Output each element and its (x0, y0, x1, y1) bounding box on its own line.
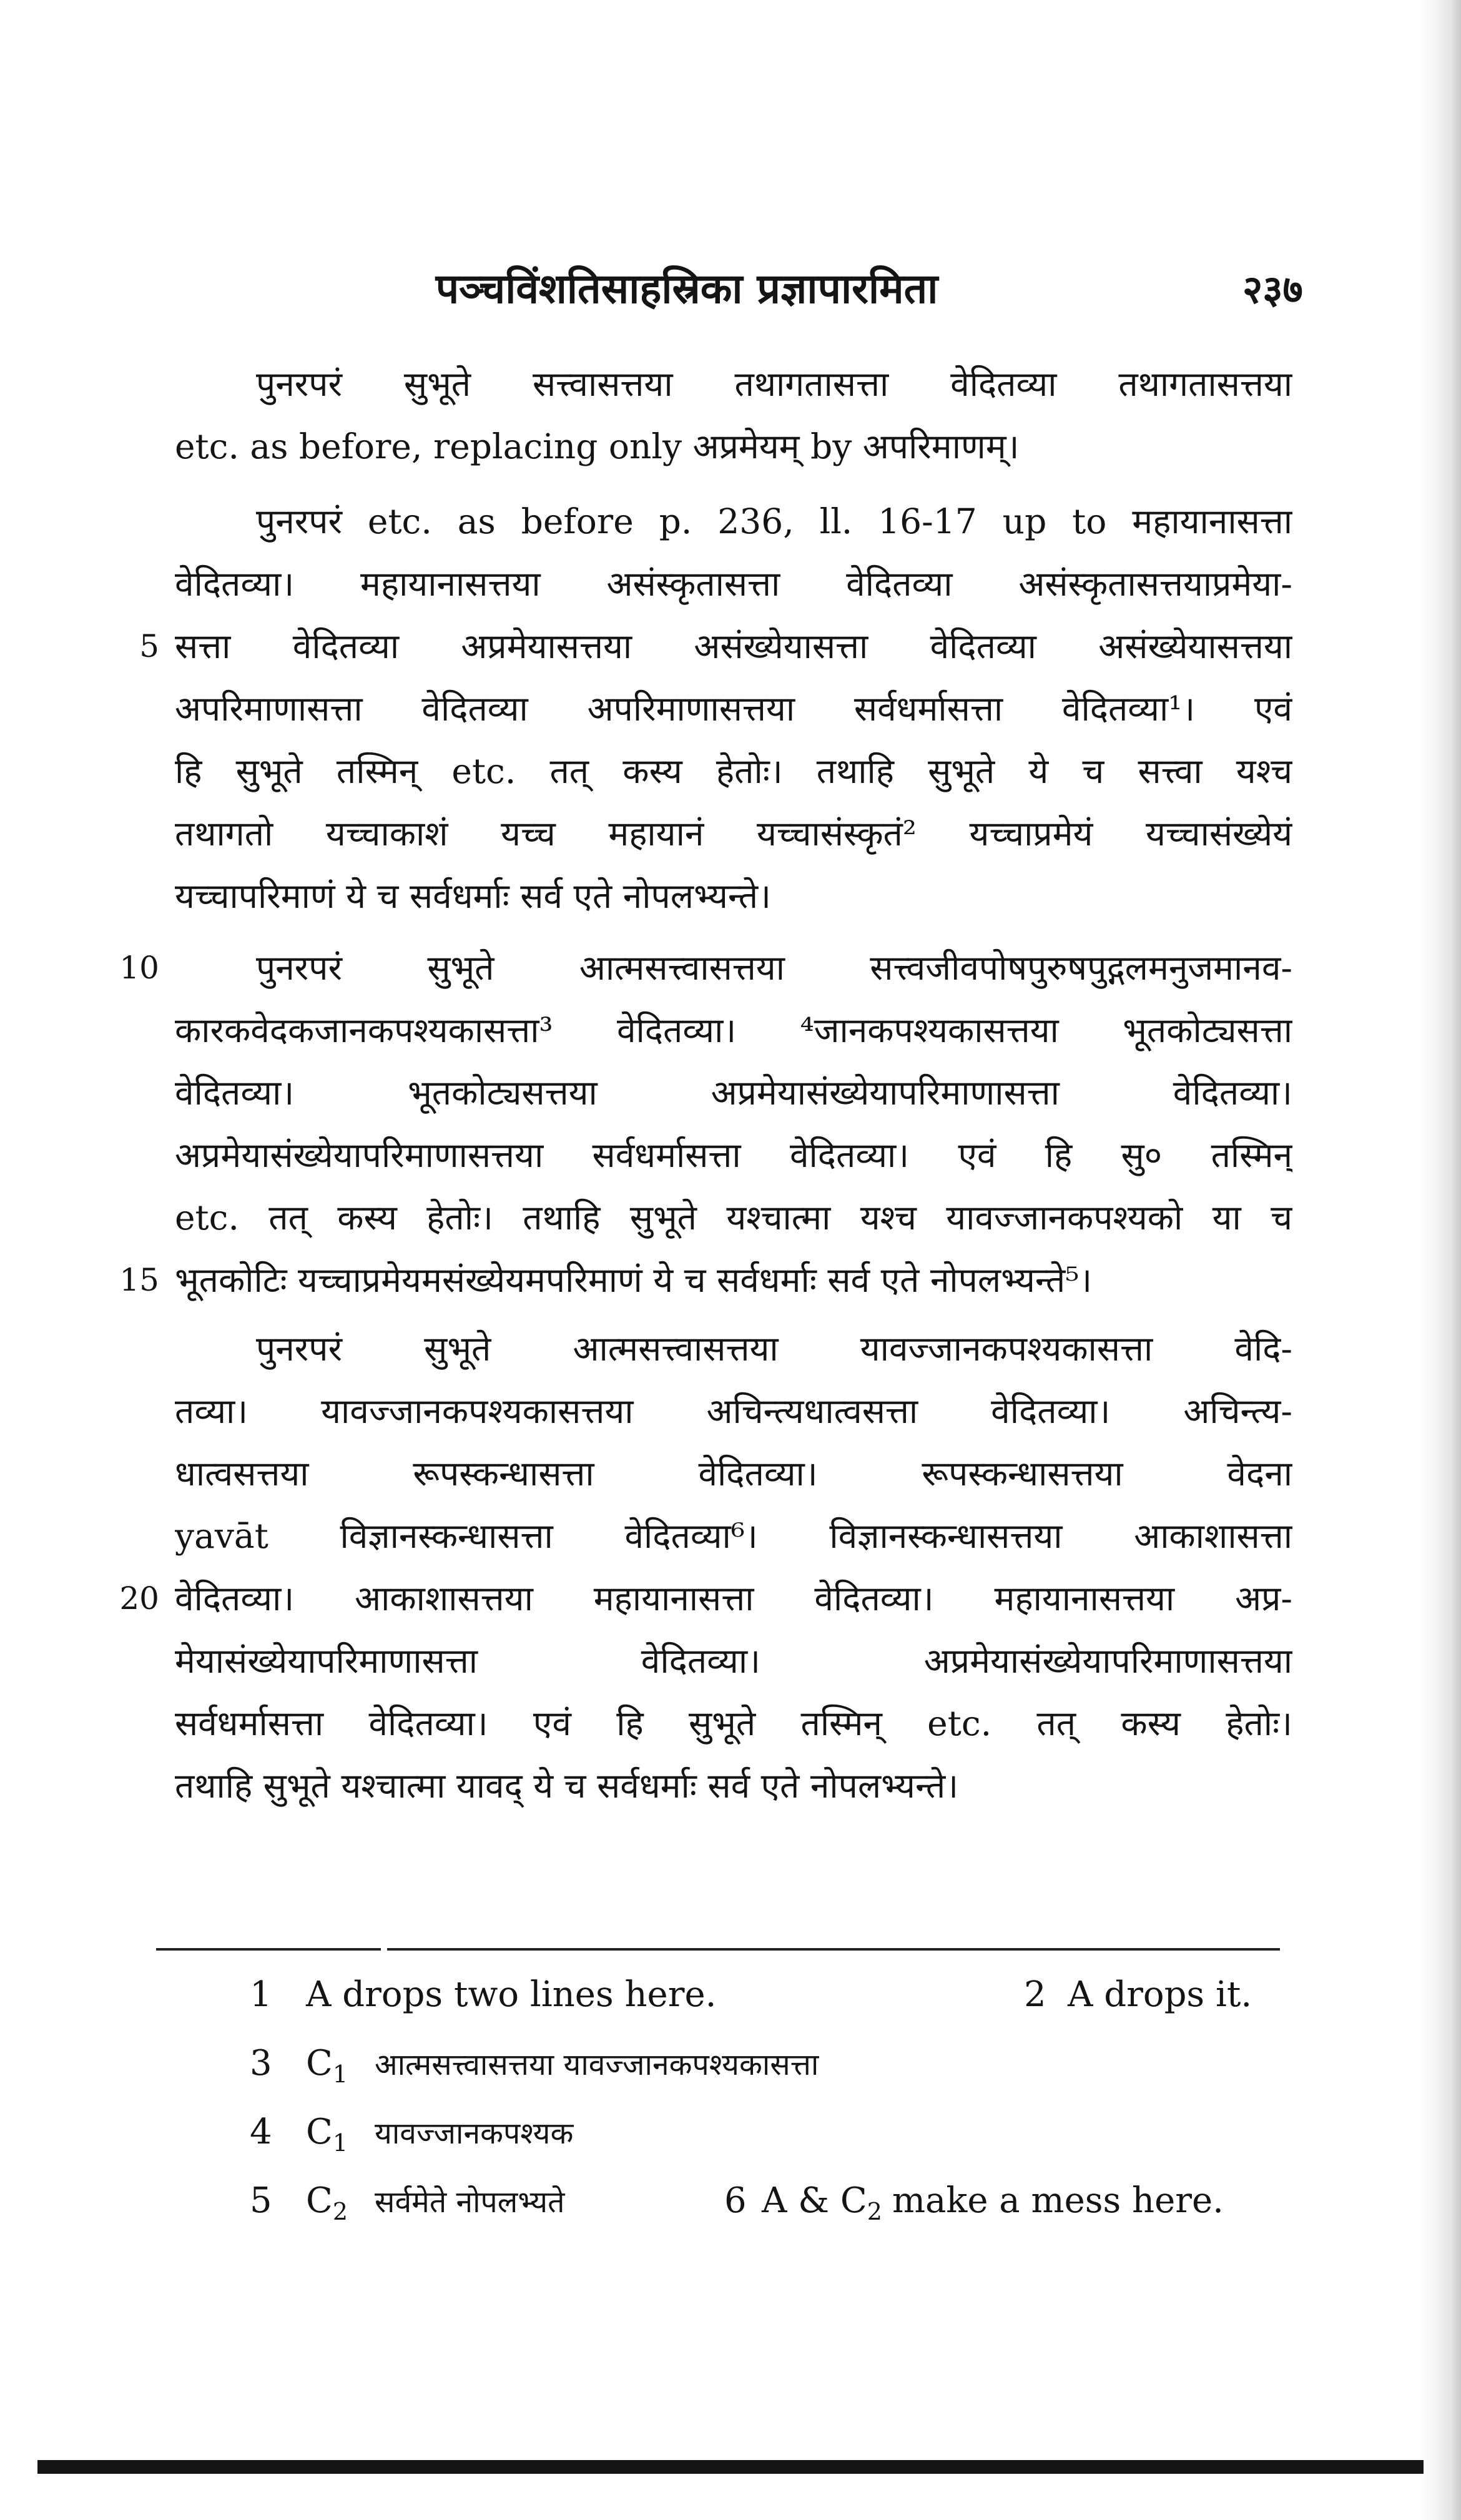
text-line: कारकवेदकजानकपश्यकासत्ता³ वेदितव्या। ⁴जानकपश्यकासत्तया भूतकोट्यसत्ता (175, 1010, 1292, 1050)
text-line: सत्ता वेदितव्या अप्रमेयासत्तया असंख्येयासत्ता वेदितव्या असंख्येयासत्तया (175, 626, 1292, 666)
footnote-text: सर्वमेते नोपलभ्यते (375, 2185, 565, 2220)
footnote-5 (250, 2176, 565, 2226)
footnote-text: आत्मसत्त्वासत्तया यावज्जानकपश्यकासत्ता (375, 2047, 819, 2082)
text-line: सर्वधर्मासत्ता वेदितव्या। एवं हि सुभूते तस्मिन् etc. तत् कस्य हेतोः। (175, 1703, 1292, 1743)
text-line: धात्वसत्तया रूपस्कन्धासत्ता वेदितव्या। रूपस्कन्धासत्तया वेदना (175, 1454, 1292, 1494)
footnote-text: A drops it. (1068, 1974, 1252, 2015)
footnote-manuscripts: A & C (762, 2180, 867, 2221)
running-head-title: पञ्चविंशतिसाहस्रिका प्रज्ञापारमिता (435, 264, 938, 313)
text-line: तव्या। यावज्जानकपश्यकासत्तया अचिन्त्यधात्वसत्ता वेदितव्या। अचिन्त्य- (175, 1391, 1292, 1431)
manuscript-subscript: 1 (332, 2060, 348, 2088)
footnote-number: 5 (250, 2180, 272, 2221)
footnote-4 (250, 2107, 573, 2157)
text-line: मेयासंख्येयापरिमाणासत्ता वेदितव्या। अप्रमेयासंख्येयापरिमाणासत्तया (175, 1641, 1292, 1681)
text-line: अप्रमेयासंख्येयापरिमाणासत्तया सर्वधर्मासत्ता वेदितव्या। एवं हि सु० तस्मिन् (175, 1135, 1292, 1175)
footnote-number: 3 (250, 2043, 272, 2084)
text-line: वेदितव्या। आकाशासत्तया महायानासत्ता वेदितव्या। महायानासत्तया अप्र- (175, 1578, 1292, 1618)
footnote-number: 2 (1024, 1974, 1046, 2015)
manuscript-subscript: 2 (332, 2198, 348, 2225)
text-line: अपरिमाणासत्ता वेदितव्या अपरिमाणासत्तया सर्वधर्मासत्ता वेदितव्या¹। एवं (175, 689, 1292, 729)
manuscript-subscript: 1 (332, 2129, 348, 2157)
text-line: पुनरपरं सुभूते आत्मसत्त्वासत्तया यावज्जानकपश्यकासत्ता वेदि- (256, 1329, 1292, 1369)
text-line: हि सुभूते तस्मिन् etc. तत् कस्य हेतोः। तथाहि सुभूते ये च सत्त्वा यश्च (175, 751, 1292, 791)
text-line: पुनरपरं etc. as before p. 236, ll. 16-17 up to महायानासत्ता (256, 501, 1292, 541)
text-line: etc. तत् कस्य हेतोः। तथाहि सुभूते यश्चात्मा यश्च यावज्जानकपश्यको या च (175, 1198, 1292, 1238)
text-line: भूतकोटिः यच्चाप्रमेयमसंख्येयमपरिमाणं ये च सर्वधर्माः सर्व एते नोपलभ्यन्ते⁵। (175, 1260, 1093, 1300)
text-line: etc. as before, replacing only अप्रमेयम् by अपरिमाणम्। (175, 426, 1020, 466)
page-edge-shadow (1417, 0, 1461, 2520)
text-line: वेदितव्या। महायानासत्तया असंस्कृतासत्ता वेदितव्या असंस्कृतासत्तयाप्रमेया- (175, 564, 1292, 604)
manuscript-subscript: 2 (867, 2198, 882, 2225)
footnote-1 (250, 1970, 716, 2020)
footnote-number: 1 (250, 1974, 272, 2015)
text-line: पुनरपरं सुभूते आत्मसत्त्वासत्तया सत्त्वजीवपोषपुरुषपुद्गलमनुजमानव- (256, 948, 1292, 988)
manuscript-label: C (306, 2112, 333, 2152)
footnote-text: यावज्जानकपश्यक (375, 2116, 574, 2151)
text-line: तथागतो यच्चाकाशं यच्च महायानं यच्चासंस्कृतं² यच्चाप्रमेयं यच्चासंख्येयं (175, 814, 1292, 854)
line-number: 15 (119, 1262, 159, 1298)
footnote-text: A drops two lines here. (306, 1974, 717, 2015)
scan-bottom-edge (37, 2460, 1424, 2474)
footnote-3 (250, 2039, 819, 2089)
footnote-rule (387, 1948, 1280, 1951)
line-number: 5 (139, 628, 159, 664)
manuscript-label: C (306, 2180, 333, 2221)
footnote-text: make a mess here. (892, 2180, 1224, 2221)
text-line: तथाहि सुभूते यश्चात्मा यावद् ये च सर्वधर्माः सर्व एते नोपलभ्यन्ते। (175, 1766, 959, 1806)
line-number: 20 (119, 1580, 159, 1617)
page-number: २३७ (1242, 267, 1303, 312)
text-line: पुनरपरं सुभूते सत्त्वासत्तया तथागतासत्ता वेदितव्या तथागतासत्तया (256, 364, 1292, 404)
text-line: यच्चापरिमाणं ये च सर्वधर्माः सर्व एते नोपलभ्यन्ते। (175, 876, 771, 916)
footnote-rule (156, 1948, 381, 1951)
footnote-2 (1024, 1970, 1252, 2020)
manuscript-label: C (306, 2043, 333, 2084)
text-line: वेदितव्या। भूतकोट्यसत्तया अप्रमेयासंख्येयापरिमाणासत्ता वेदितव्या। (175, 1073, 1292, 1113)
text-line: yavāt विज्ञानस्कन्धासत्ता वेदितव्या⁶। विज्ञानस्कन्धासत्तया आकाशासत्ता (175, 1516, 1292, 1556)
line-number: 10 (119, 950, 159, 986)
footnote-6 (724, 2176, 1224, 2226)
footnote-number: 4 (250, 2112, 272, 2152)
footnote-number: 6 (724, 2180, 747, 2221)
